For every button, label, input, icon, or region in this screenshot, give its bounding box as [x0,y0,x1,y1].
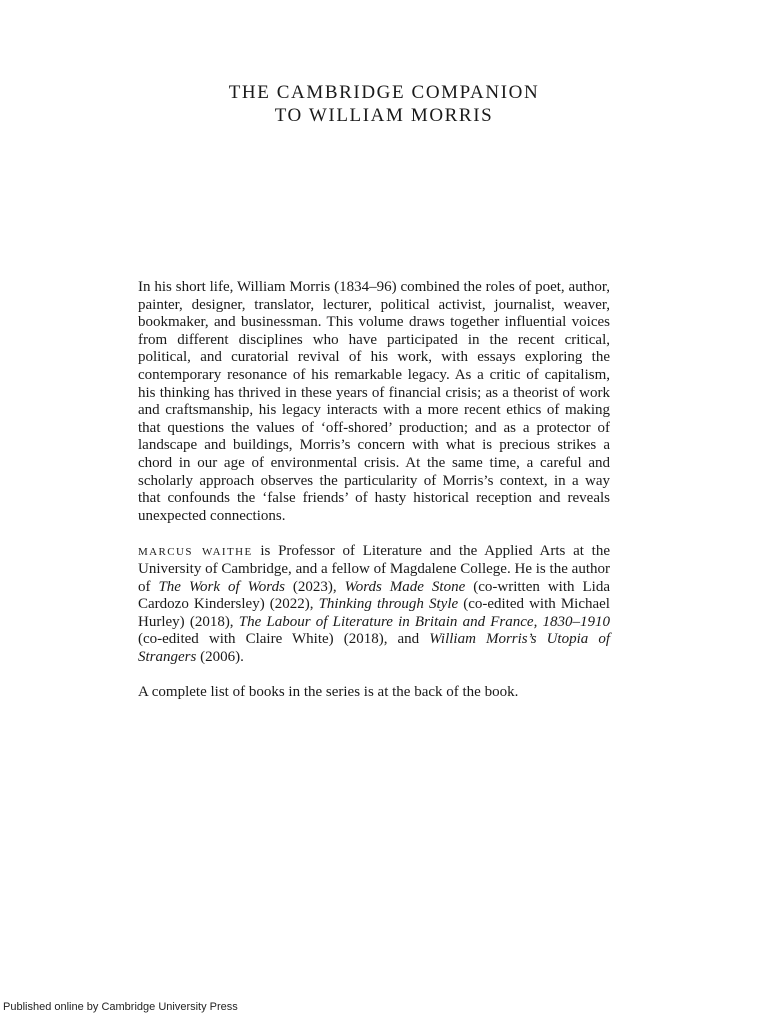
main-content [138,279,610,702]
book-title-line-1: THE CAMBRIDGE COMPANION [228,82,540,103]
book-title-utopia-of-strangers: William Morris’s Utopia of Strangers [138,631,610,665]
author-bio-text-5: (2006). [196,648,244,665]
series-note: A complete list of books in the series is at the back of the book. [138,684,519,701]
book-description: In his short life, William Morris (1834–96) combined the roles of poet, author, painter, designer, translator, lecturer, political activist, journalist, weaver, bookmaker, and businessman. This volume draws together influential voices from different disciplines who have participated in the recent critical, political, and curatorial revival of his work, with essays exploring the contemporary resonance of his remarkable legacy. As a critic of capitalism, his thinking has thrived in these years of financial crisis; as a theorist of work and craftsmanship, his legacy interacts with a more recent ethics of making that questions the values of ‘off-shored’ production; and as a protector of landscape and buildings, Morris’s concern with what is precious strikes a chord in our age of environmental crisis. At the same time, a careful and scholarly approach observes the particularity of Morris’s context, in a way that confounds the ‘false friends’ of hasty historical reception and reveals unexpected connections. [138,279,610,524]
book-title-labour-of-literature: The Labour of Literature in Britain and France, 1830–1910 [238,613,610,630]
publisher-footer: Published online by Cambridge University Press [3,1001,238,1013]
book-title-line-2: TO WILLIAM MORRIS [274,105,494,126]
book-title-thinking-through-style: Thinking through Style [318,596,459,613]
author-name: marcus waithe [138,543,253,560]
author-bio-text-4: (co-edited with Claire White) (2018), and [138,631,430,648]
book-title-words-made-stone: Words Made Stone [344,578,466,595]
book-title-work-of-words: The Work of Words [158,578,285,595]
author-bio [138,543,610,666]
book-title [0,81,768,127]
author-bio-text-2: (co-written with Lida Cardozo Kindersley) (2022), [138,578,610,613]
author-bio-text-1: (2023), [284,578,345,595]
author-bio-intro: is Professor of Literature and the Applied Arts at the University of Cambridge, and a fellow of Magdalene College. He is the author of [138,543,610,595]
author-bio-text-3: (co-edited with Michael Hurley) (2018), [138,596,610,630]
